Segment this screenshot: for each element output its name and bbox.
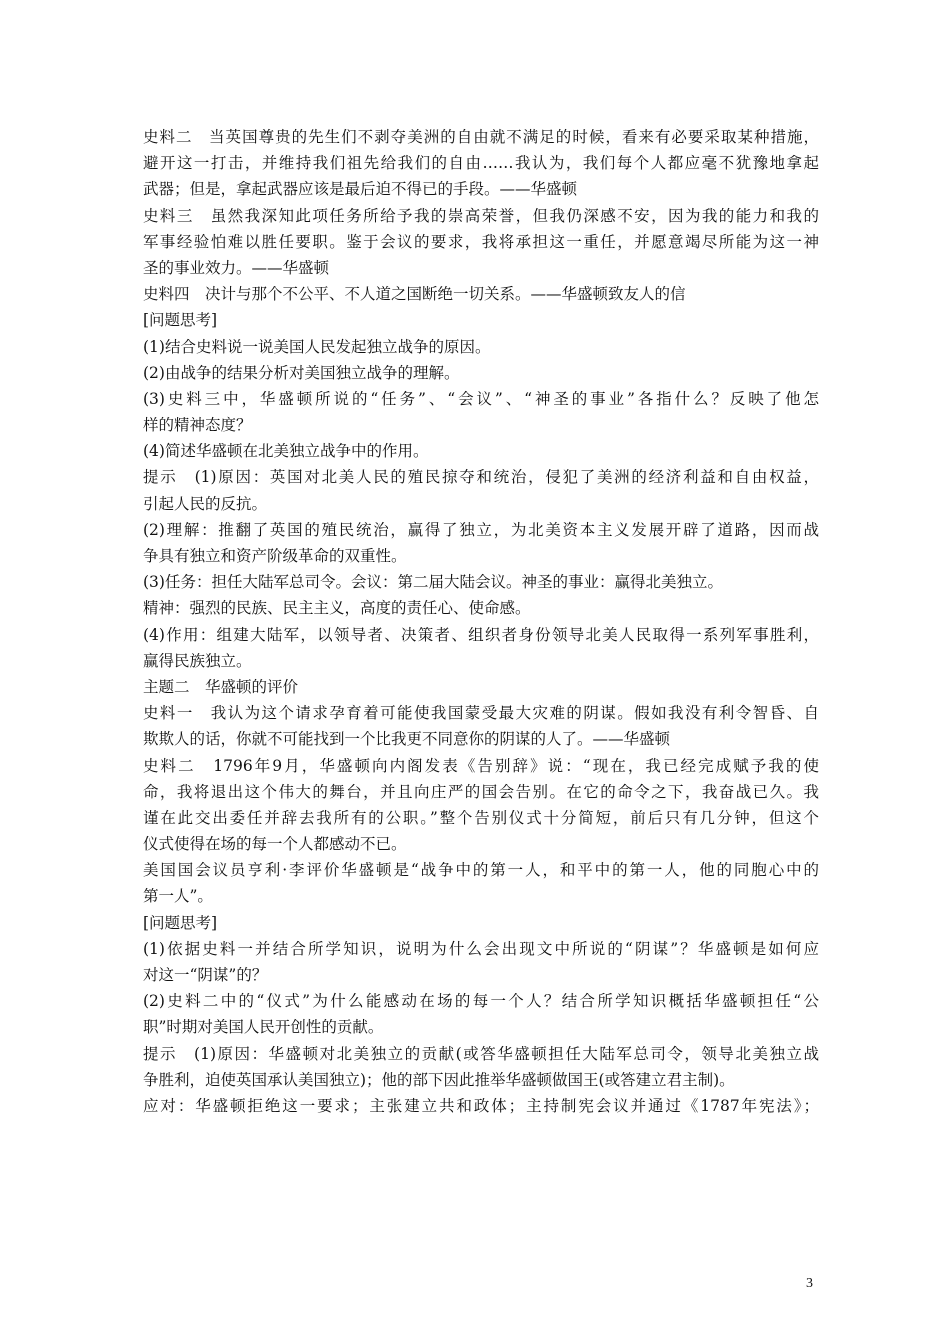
text-line: (2)理解：推翻了英国的殖民统治，赢得了独立，为北美资本主义发展开辟了道路，因而战 [143,520,819,539]
text-line: 提示 (1)原因：华盛顿对北美独立的贡献(或答华盛顿担任大陆军总司令，领导北美独立战 [143,1044,819,1063]
text-line: 样的精神态度？ [143,416,252,435]
text-line: 应对：华盛顿拒绝这一要求；主张建立共和政体；主持制宪会议并通过《1787年宪法》； [143,1096,819,1115]
text-line: 争胜利，迫使英国承认美国独立)；他的部下因此推举华盛顿做国王(或答建立君主制)。 [143,1070,735,1089]
text-line: 主题二 华盛顿的评价 [143,677,299,696]
text-line: (3)任务：担任大陆军总司令。会议：第二届大陆会议。神圣的事业：赢得北美独立。 [143,573,723,592]
text-line: (2)由战争的结果分析对美国独立战争的理解。 [143,363,460,382]
text-line: 圣的事业效力。——华盛顿 [143,258,330,277]
text-line: 提示 (1)原因：英国对北美人民的殖民掠夺和统治，侵犯了美洲的经济利益和自由权益， [143,468,819,487]
document-body [143,124,819,1119]
text-line: 史料四 决计与那个不公平、不人道之国断绝一切关系。——华盛顿致友人的信 [143,285,686,304]
text-line: 史料二 1796年9月，华盛顿向内阁发表《告别辞》说：“现在，我已经完成赋予我的使 [143,756,819,775]
text-line: [问题思考] [143,311,218,330]
text-line: (1)依据史料一并结合所学知识，说明为什么会出现文中所说的“阴谋”？华盛顿是如何应 [143,939,819,958]
text-line: 军事经验怕难以胜任要职。鉴于会议的要求，我将承担这一重任，并愿意竭尽所能为这一神 [143,232,819,251]
text-line: 避开这一打击，并维持我们祖先给我们的自由……我认为，我们每个人都应毫不犹豫地拿起 [143,154,819,173]
text-line: 命，我将退出这个伟大的舞台，并且向庄严的国会告别。在它的命令之下，我奋战已久。我 [143,782,819,801]
text-line: (4)作用：组建大陆军，以领导者、决策者、组织者身份领导北美人民取得一系列军事胜利， [143,625,819,644]
text-line: 欺欺人的话，你就不可能找到一个比我更不同意你的阴谋的人了。——华盛顿 [143,730,671,749]
text-line: 武器；但是，拿起武器应该是最后迫不得已的手段。——华盛顿 [143,180,578,199]
text-line: (3)史料三中，华盛顿所说的“任务”、“会议”、“神圣的事业”各指什么？反映了他怎 [143,389,819,408]
text-line: 对这一“阴谋”的？ [143,966,268,984]
text-line: 仪式使得在场的每一个人都感动不已。 [143,835,407,854]
text-line: 职”时期对美国人民开创性的贡献。 [143,1018,384,1037]
text-line: (1)结合史料说一说美国人民发起独立战争的原因。 [143,337,491,356]
text-line: 第一人”。 [143,887,213,906]
text-line: 史料一 我认为这个请求孕育着可能使我国蒙受最大灾难的阴谋。假如我没有利令智昏、自 [143,704,819,723]
text-line: 赢得民族独立。 [143,651,252,670]
text-line: (4)简述华盛顿在北美独立战争中的作用。 [143,442,429,461]
text-line: 精神：强烈的民族、民主主义，高度的责任心、使命感。 [143,599,531,618]
text-line: [问题思考] [143,913,218,932]
text-line: (2)史料二中的“仪式”为什么能感动在场的每一个人？结合所学知识概括华盛顿担任“公 [143,992,819,1011]
text-line: 引起人民的反抗。 [143,494,268,513]
text-line: 谨在此交出委任并辞去我所有的公职。”整个告别仪式十分简短，前后只有几分钟，但这个 [143,808,819,827]
text-line: 美国国会议员亨利·李评价华盛顿是“战争中的第一人，和平中的第一人，他的同胞心中的 [143,861,819,880]
text-line: 争具有独立和资产阶级革命的双重性。 [143,547,407,565]
text-line: 史料三 虽然我深知此项任务所给予我的崇高荣誉，但我仍深感不安，因为我的能力和我的 [143,206,819,225]
text-line: 史料二 当英国尊贵的先生们不剥夺美洲的自由就不满足的时候，看来有必要采取某种措施， [143,128,819,146]
page-number: 3 [806,1276,813,1291]
